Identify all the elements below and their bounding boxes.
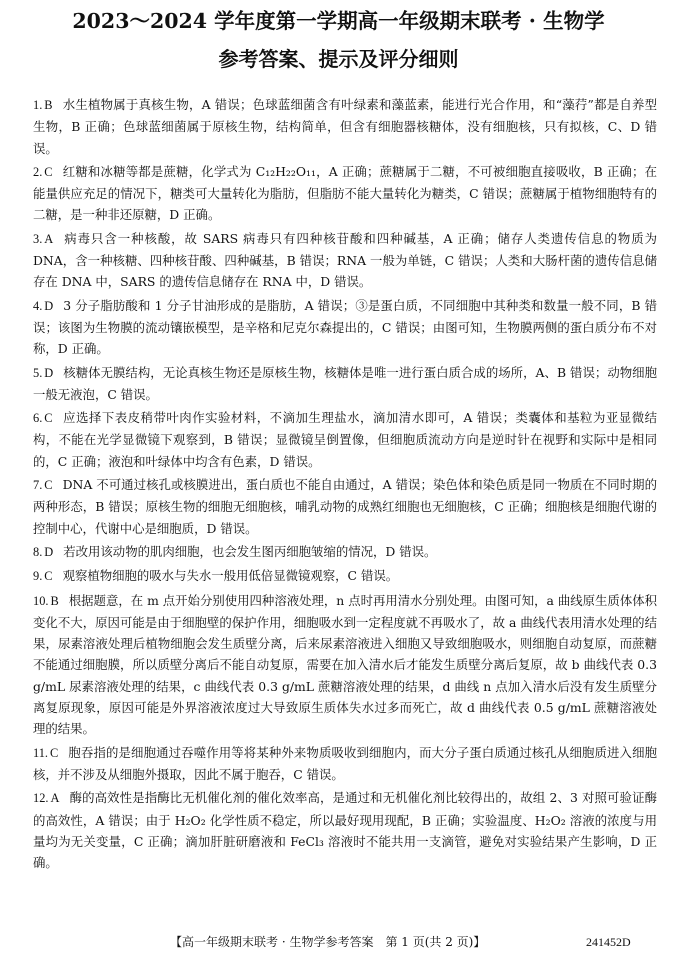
answer-explanation: 胞吞指的是细胞通过吞噬作用等将某种外来物质吸收到细胞内，而大分子蛋白质通过核孔从细胞质进入细胞核，并不涉及从细胞外摄取，因此不属于胞吞，C 错误。 xyxy=(33,744,657,782)
page-title: 2023～2024 学年度第一学期高一年级期末联考 · 生物学 xyxy=(72,9,605,33)
answer-key: B xyxy=(50,593,59,608)
answer-key: C xyxy=(44,164,53,179)
answer-item xyxy=(33,565,657,587)
question-number: 4. xyxy=(33,298,43,313)
answer-key: D xyxy=(44,544,54,559)
answer-item xyxy=(33,161,657,226)
answer-key: A xyxy=(44,231,54,246)
answer-key: D xyxy=(44,365,54,380)
question-number: 8. xyxy=(33,544,43,559)
footer-text: 【高一年级期末联考 · 生物学参考答案 第 1 页(共 2 页)】 xyxy=(170,935,486,949)
answer-item xyxy=(33,541,657,563)
answer-item xyxy=(33,295,657,360)
answer-item xyxy=(33,228,657,293)
answer-explanation: 应选择下表皮稍带叶肉作实验材料，不滴加生理盐水，滴加清水即可，A 错误；类囊体和基粒为亚显微结构，不能在光学显微镜下观察到，B 错误；显微镜呈倒置像，但细胞质流动方向是逆时针在视野和实际中是相同的，C 正确；液泡和叶绿体中均含有色素，D 错误。 xyxy=(33,410,657,469)
question-number: 5. xyxy=(33,365,43,380)
page-subtitle: 参考答案、提示及评分细则 xyxy=(218,47,459,71)
question-number: 1. xyxy=(33,98,43,112)
answer-item xyxy=(33,94,657,159)
question-number: 9. xyxy=(33,569,43,584)
answer-explanation: 水生植物属于真核生物，A 错误；色球蓝细菌含有叶绿素和藻蓝素，能进行光合作用，和“藻荇”都是自养型生物，B 正确；色球蓝细菌属于原核生物，结构简单，但含有细胞器核糖体，没有细胞核，只有拟核，C、D 错误。 xyxy=(33,97,657,156)
answer-key: C xyxy=(44,569,53,584)
answer-key: C xyxy=(44,411,53,426)
document-code: 241452D xyxy=(586,935,631,949)
answer-item xyxy=(33,474,657,539)
answer-item xyxy=(33,590,657,740)
answer-item xyxy=(33,787,657,873)
question-number: 11. xyxy=(33,745,49,760)
answer-item xyxy=(33,407,657,472)
answer-item xyxy=(33,742,657,786)
answer-explanation: DNA 不可通过核孔或核膜进出，蛋白质也不能自由通过，A 错误；染色体和染色质是同一物质在不同时期的两种形态，B 错误；原核生物的细胞无细胞核，哺乳动物的成熟红细胞也无细胞核，C 正确；细胞核是细胞代谢的控制中心，代谢中心是细胞质，D 错误。 xyxy=(33,477,657,536)
answer-key: C xyxy=(44,478,53,493)
answer-explanation: 根据题意，在 m 点开始分别使用四种溶液处理，n 点时再用清水分别处理。由图可知，a 曲线原生质体体积变化不大，原因可能是由于细胞壁的保护作用，细胞吸水到一定程度就不再吸水了，故 a 曲线代表用清水处理的结果，尿素溶液处理后植物细胞会发生质壁分离，后来尿素溶液进入细胞又导致细胞吸水，则细胞自动复原，而蔗糖不能通过细胞膜，所以质壁分离后不能自动复原，需要在加入清水后才能发生质壁分离后复原，故 b 曲线代表 0.3 g/mL 尿素溶液处理的结果，c 曲线代表 0.3 g/mL 蔗糖溶液处理的结果，d 曲线 n 点加入清水后没有发生质壁分离复原现象，原因可能是外界溶液浓度过大导致原生质体失水过多而死亡，故 d 曲线代表 0.5 g/mL 蔗糖溶液处理的结果。 xyxy=(33,592,657,737)
answer-key: A xyxy=(50,791,60,806)
question-number: 2. xyxy=(33,164,43,179)
answer-list xyxy=(33,94,657,875)
answer-key: B xyxy=(44,98,53,112)
answer-explanation: 酶的高效性是指酶比无机催化剂的催化效率高，是通过和无机催化剂比较得出的，故组 2、3 对照可验证酶的高效性，A 错误；由于 H₂O₂ 化学性质不稳定，所以最好现用现配，B 正确；实验温度、H₂O₂ 溶液的浓度与用量均为无关变量，C 正确；滴加肝脏研磨液和 FeCl₃ 溶液时不能共用一支滴管，避免对实验结果产生影响，D 正确。 xyxy=(33,790,657,871)
question-number: 3. xyxy=(33,231,43,246)
question-number: 10. xyxy=(33,593,49,608)
question-number: 6. xyxy=(33,411,43,426)
answer-explanation: 观察植物细胞的吸水与失水一般用低倍显微镜观察，C 错误。 xyxy=(62,568,399,584)
answer-explanation: 若改用该动物的肌肉细胞，也会发生图丙细胞皱缩的情况，D 错误。 xyxy=(63,543,437,559)
question-number: 7. xyxy=(33,478,43,493)
answer-explanation: 核糖体无膜结构，无论真核生物还是原核生物，核糖体是唯一进行蛋白质合成的场所，A、B 错误；动物细胞一般无液泡，C 错误。 xyxy=(33,364,657,402)
answer-item xyxy=(33,362,657,406)
answer-key: D xyxy=(44,298,54,313)
answer-explanation: 病毒只含一种核酸，故 SARS 病毒只有四种核苷酸和四种碱基，A 正确；储存人类遗传信息的物质为 DNA，含一种核糖、四种核苷酸、四种碱基，B 错误；RNA 一般为单链，C 错误；人类和大肠杆菌的遗传信息储存在 DNA 中，SARS 的遗传信息储存在 RNA 中，D 错误。 xyxy=(33,230,657,290)
question-number: 12. xyxy=(33,791,49,806)
answer-explanation: 3 分子脂肪酸和 1 分子甘油形成的是脂肪，A 错误；③是蛋白质，不同细胞中其种类和数量一般不同，B 错误；该图为生物膜的流动镶嵌模型，是辛格和尼克尔森提出的，C 错误；由图可知，生物膜两侧的蛋白质分布不对称，D 正确。 xyxy=(33,297,657,357)
answer-key: C xyxy=(50,745,59,760)
answer-explanation: 红糖和冰糖等都是蔗糖，化学式为 C₁₂H₂₂O₁₁，A 正确；蔗糖属于二糖，不可被细胞直接吸收，B 正确；在能量供应充足的情况下，糖类可大量转化为脂肪，但脂肪不能大量转化为糖类，C 错误；蔗糖属于植物细胞特有的二糖，是一种非还原糖，D 正确。 xyxy=(33,163,657,223)
